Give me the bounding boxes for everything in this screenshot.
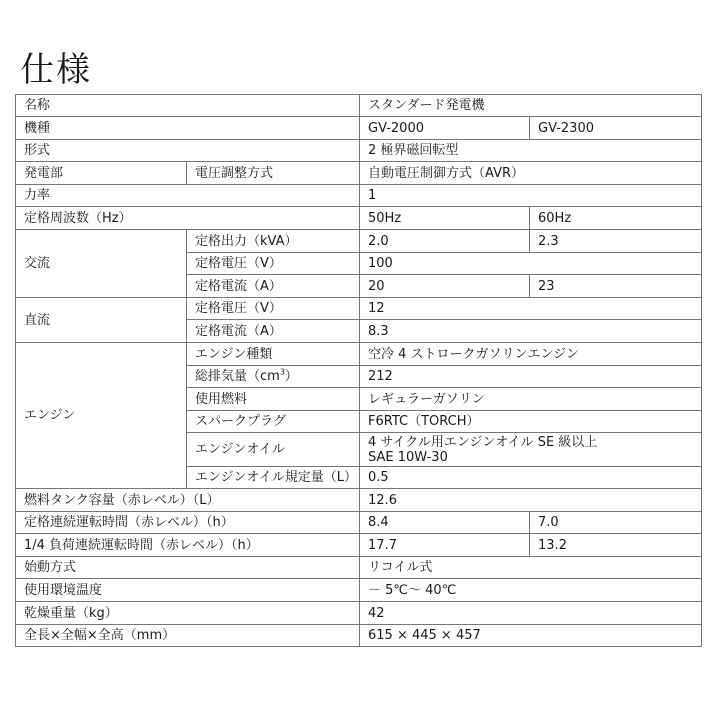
page-title: 仕様	[20, 50, 92, 90]
quarter-run-2: 13.2	[530, 534, 702, 557]
temperature: － 5℃～ 40℃	[360, 579, 702, 602]
ac-current-2: 23	[530, 275, 702, 298]
freq-60: 60Hz	[530, 207, 702, 230]
displacement-label-sup: 3	[279, 367, 285, 377]
dimensions: 615 × 445 × 457	[360, 625, 702, 647]
table-row	[16, 602, 702, 625]
table-row	[16, 489, 702, 512]
row-label-name: 名称	[16, 95, 360, 117]
model-gv2000: GV-2000	[360, 117, 530, 140]
displacement-label: 総排気量（cm	[195, 369, 280, 384]
row-label-oil-amount: エンジンオイル規定量（L）	[187, 467, 360, 489]
table-row	[16, 185, 702, 207]
row-label-quarter-run: 1/4 負荷連続運転時間（赤レベル）（h）	[16, 534, 360, 557]
row-label-rated-run: 定格連続運転時間（赤レベル）（h）	[16, 512, 360, 534]
start-method: リコイル式	[360, 557, 702, 579]
group-label-dc: 直流	[16, 298, 187, 343]
spark-plug: F6RTC（TORCH）	[360, 411, 702, 433]
row-label-avr: 電圧調整方式	[187, 162, 360, 185]
model-gv2300: GV-2300	[530, 117, 702, 140]
row-label-dc-voltage: 定格電圧（V）	[187, 298, 360, 320]
ac-output-1: 2.0	[360, 230, 530, 253]
table-row	[16, 343, 702, 366]
ac-output-2: 2.3	[530, 230, 702, 253]
table-row	[16, 298, 702, 320]
row-label-size: 全長×全幅×全高（mm）	[16, 625, 360, 647]
oil-amount: 0.5	[360, 467, 702, 489]
row-label-ac-current: 定格電流（A）	[187, 275, 360, 298]
rated-run-1: 8.4	[360, 512, 530, 534]
rated-run-2: 7.0	[530, 512, 702, 534]
fuel: レギュラーガソリン	[360, 388, 702, 411]
row-label-start: 始動方式	[16, 557, 360, 579]
group-label-generator: 発電部	[16, 162, 187, 185]
row-label-fuel: 使用燃料	[187, 388, 360, 411]
row-label-freq: 定格周波数（Hz）	[16, 207, 360, 230]
dc-voltage: 12	[360, 298, 702, 320]
table-row	[16, 162, 702, 185]
table-row	[16, 230, 702, 253]
row-value-name: スタンダード発電機	[360, 95, 702, 117]
tank: 12.6	[360, 489, 702, 512]
row-label-ac-voltage: 定格電圧（V）	[187, 253, 360, 275]
engine-oil	[360, 433, 702, 467]
row-label-model: 機種	[16, 117, 360, 140]
table-row	[16, 579, 702, 602]
table-row	[16, 95, 702, 117]
ac-voltage: 100	[360, 253, 702, 275]
row-label-ac-output: 定格出力（kVA）	[187, 230, 360, 253]
row-label-displacement	[187, 366, 360, 388]
row-label-temp: 使用環境温度	[16, 579, 360, 602]
table-row	[16, 557, 702, 579]
displacement-label-end: ）	[284, 369, 298, 384]
engine-kind: 空冷 4 ストロークガソリンエンジン	[360, 343, 702, 366]
row-label-pf: 力率	[16, 185, 360, 207]
group-label-ac: 交流	[16, 230, 187, 298]
table-row	[16, 625, 702, 647]
row-label-type: 形式	[16, 140, 360, 162]
row-label-plug: スパークプラグ	[187, 411, 360, 433]
dc-current: 8.3	[360, 320, 702, 343]
table-row	[16, 534, 702, 557]
ac-current-1: 20	[360, 275, 530, 298]
row-value-avr: 自動電圧制御方式（AVR）	[360, 162, 702, 185]
displacement: 212	[360, 366, 702, 388]
weight: 42	[360, 602, 702, 625]
row-label-engine-kind: エンジン種類	[187, 343, 360, 366]
row-label-tank: 燃料タンク容量（赤レベル）（L）	[16, 489, 360, 512]
table-row	[16, 207, 702, 230]
engine-oil-line1: 4 サイクル用エンジンオイル SE 級以上	[368, 434, 598, 450]
engine-oil-line2: SAE 10W-30	[368, 449, 448, 465]
table-row	[16, 512, 702, 534]
freq-50: 50Hz	[360, 207, 530, 230]
row-label-oil: エンジンオイル	[187, 433, 360, 467]
row-label-dc-current: 定格電流（A）	[187, 320, 360, 343]
row-value-pf: 1	[360, 185, 702, 207]
table-row	[16, 140, 702, 162]
row-label-weight: 乾燥重量（kg）	[16, 602, 360, 625]
spec-table	[15, 94, 702, 647]
table-row	[16, 117, 702, 140]
quarter-run-1: 17.7	[360, 534, 530, 557]
row-value-type: 2 極界磁回転型	[360, 140, 702, 162]
group-label-engine: エンジン	[16, 343, 187, 489]
